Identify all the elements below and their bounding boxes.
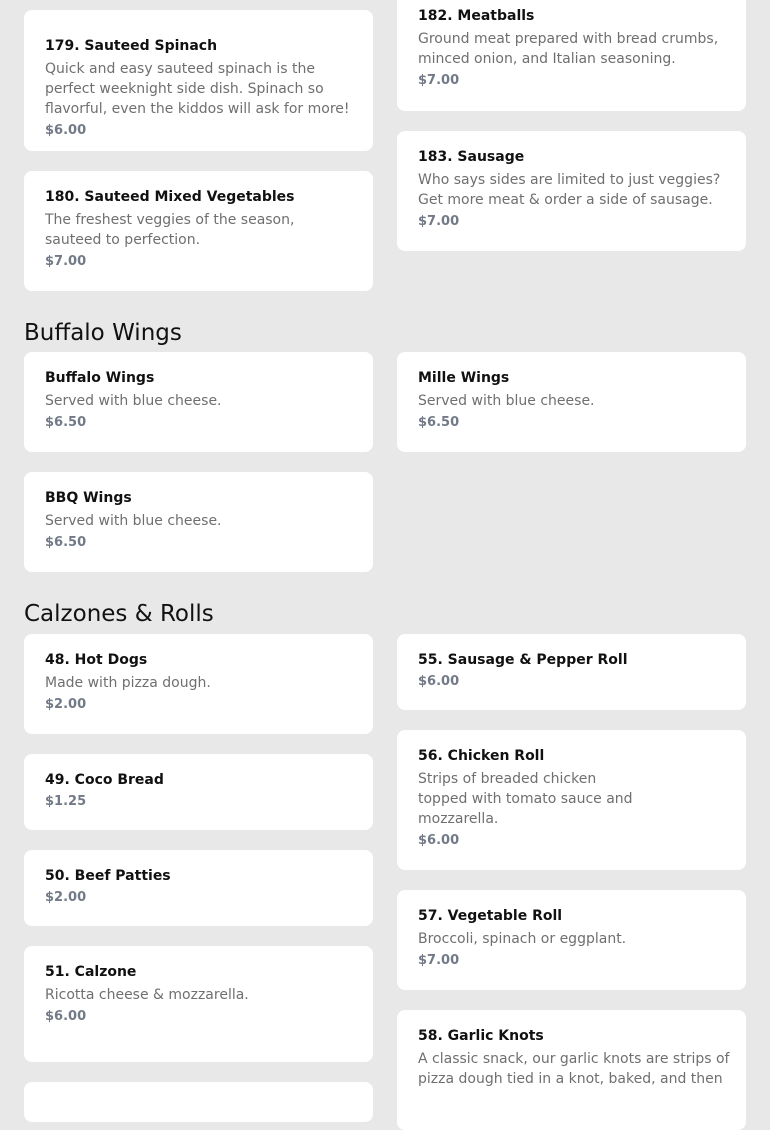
section-title-calzones-rolls: Calzones & Rolls [24,601,214,627]
menu-item-description: Broccoli, spinach or eggplant. [418,931,627,947]
menu-item-name: 183. Sausage [418,149,525,165]
menu-item-card[interactable] [24,472,373,572]
menu-item-price: $6.00 [418,674,460,689]
menu-item-description: Served with blue cheese. [418,393,595,409]
menu-item-name: 50. Beef Patties [45,868,171,884]
menu-item-card[interactable] [397,131,746,251]
menu-item-card[interactable] [24,171,373,291]
menu-item-card[interactable] [24,634,373,734]
menu-item-card[interactable] [24,850,373,926]
menu-item-description: The freshest veggies of the season, sauteed to perfection. [45,212,295,248]
menu-item-card[interactable] [397,890,746,990]
menu-item-price: $7.00 [418,73,460,88]
menu-item-name: 55. Sausage & Pepper Roll [418,652,628,668]
menu-item-description: Ground meat prepared with bread crumbs, minced onion, and Italian seasoning. [418,31,719,67]
menu-item-name: 48. Hot Dogs [45,652,148,668]
menu-item-price: $2.00 [45,697,87,712]
menu-item-price: $1.25 [45,794,87,809]
menu-item-price: $6.50 [418,415,460,430]
menu-item-description: Made with pizza dough. [45,675,211,691]
menu-item-card[interactable] [397,730,746,870]
menu-item-name: 57. Vegetable Roll [418,908,563,924]
menu-item-name: 179. Sauteed Spinach [45,38,218,54]
menu-item-price: $6.00 [418,833,460,848]
menu-item-description: Strips of breaded chicken topped with tomato sauce and mozzarella. [418,771,633,827]
menu-item-name: BBQ Wings [45,490,132,506]
menu-item-description: Who says sides are limited to just veggies? Get more meat & order a side of sausage. [418,172,721,208]
menu-item-name: 56. Chicken Roll [418,748,545,764]
menu-item-name: 182. Meatballs [418,8,535,24]
menu-item-price: $7.00 [418,953,460,968]
menu-item-card[interactable] [24,10,373,151]
menu-item-description: A classic snack, our garlic knots are strips of pizza dough tied in a knot, baked, and then [418,1051,730,1087]
menu-item-card[interactable] [397,1010,746,1130]
menu-item-description: Served with blue cheese. [45,393,222,409]
menu-item-name: 180. Sauteed Mixed Vegetables [45,189,295,205]
menu-item-price: $7.00 [45,254,87,269]
menu-item-card[interactable] [397,634,746,710]
menu-item-description: Served with blue cheese. [45,513,222,529]
menu-item-name: Buffalo Wings [45,370,155,386]
menu-item-card[interactable] [24,352,373,452]
section-title-buffalo-wings: Buffalo Wings [24,320,182,346]
menu-item-card[interactable] [397,352,746,452]
menu-item-card[interactable] [24,946,373,1062]
menu-item-description: Ricotta cheese & mozzarella. [45,987,249,1003]
menu-item-price: $2.00 [45,890,87,905]
menu-item-price: $6.50 [45,415,87,430]
menu-item-name: 51. Calzone [45,964,137,980]
menu-item-price: $6.00 [45,1009,87,1024]
menu-item-price: $6.00 [45,123,87,138]
menu-item-card[interactable] [24,754,373,830]
menu-item-price: $6.50 [45,535,87,550]
menu-item-price: $7.00 [418,214,460,229]
menu-item-description: Quick and easy sauteed spinach is the perfect weeknight side dish. Spinach so flavorful, even the kiddos will ask for more! [45,61,350,117]
menu-item-name: Mille Wings [418,370,510,386]
menu-item-name: 49. Coco Bread [45,772,164,788]
menu-item-card[interactable] [397,0,746,111]
menu-item-name: 58. Garlic Knots [418,1028,544,1044]
menu-item-card[interactable] [24,1082,373,1122]
